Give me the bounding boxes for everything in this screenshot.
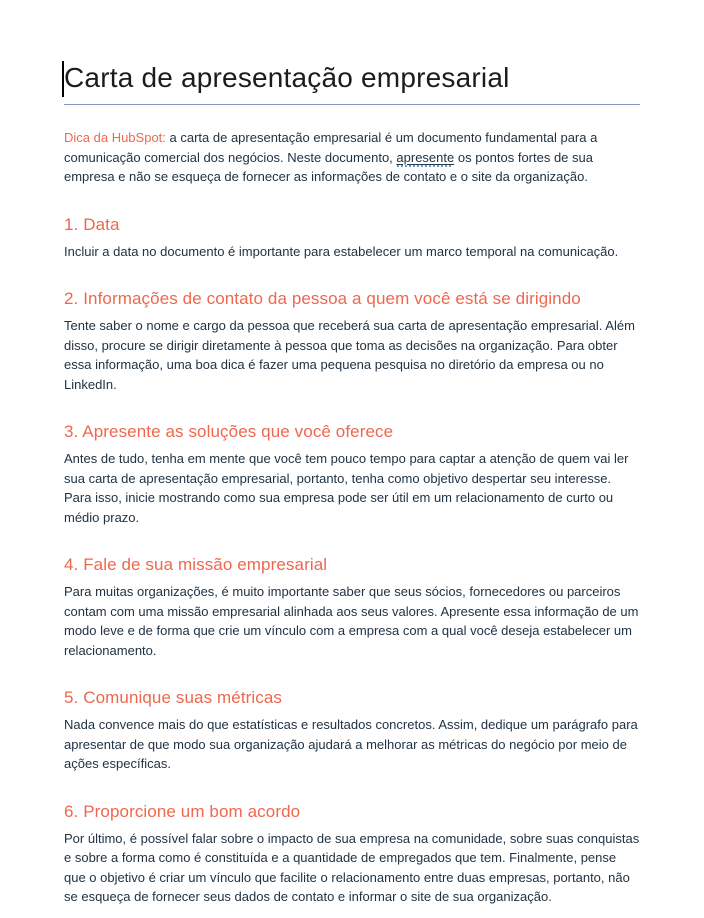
spelling-suggestion-word[interactable]: apresente — [396, 149, 455, 165]
intro-text-after: os pontos fortes de sua empresa e não se esqueça de fornecer as informações de contato e o site da organização. — [64, 149, 593, 184]
document-title[interactable]: Carta de apresentação empresarial — [64, 62, 510, 93]
section-body[interactable]: Nada convence mais do que estatísticas e resultados concretos. Assim, dedique um parágrafo para apresentar de que modo sua organização ajudará a melhorar as métricas do negócio por meio de ações específicas. — [64, 717, 638, 771]
section-heading[interactable]: 4. Fale de sua missão empresarial — [64, 555, 328, 574]
section-heading[interactable]: 2. Informações de contato da pessoa a quem você está se dirigindo — [64, 289, 581, 308]
intro-text-before: a carta de apresentação empresarial é um documento fundamental para a comunicação comercial dos negócios. Neste documento, — [64, 130, 598, 165]
section-contact-info — [64, 284, 640, 394]
text-cursor — [62, 61, 64, 97]
hubspot-tip-label: Dica da HubSpot: — [64, 130, 166, 145]
section-body[interactable]: Tente saber o nome e cargo da pessoa que receberá sua carta de apresentação empresarial. Além disso, procure se dirigir diretamente à pessoa que toma as decisões na organização. Para obter essa informação, uma boa dica é fazer uma pequena pesquisa no diretório da empresa ou no LinkedIn. — [64, 318, 635, 392]
title-block — [64, 60, 640, 105]
section-heading[interactable]: 5. Comunique suas métricas — [64, 688, 283, 707]
section-mission — [64, 550, 640, 660]
section-good-deal — [64, 797, 640, 907]
section-metrics — [64, 683, 640, 774]
section-body[interactable]: Incluir a data no documento é importante para estabelecer um marco temporal na comunicação. — [64, 243, 619, 259]
section-heading[interactable]: 6. Proporcione um bom acordo — [64, 801, 301, 821]
intro-paragraph[interactable] — [64, 128, 640, 187]
section-data — [64, 210, 640, 262]
section-body[interactable]: Antes de tudo, tenha em mente que você tem pouco tempo para captar a atenção de quem vai ler sua carta de apresentação empresarial, portanto, tenha como objetivo despertar seu interesse. Para isso, inicie mostrando como sua empresa pode ser útil em um relacionamento de curto ou médio prazo. — [64, 451, 629, 525]
section-body[interactable]: Para muitas organizações, é muito importante saber que seus sócios, fornecedores ou parceiros contam com uma missão empresarial alinhada aos seus valores. Apresente essa informação de um modo leve e de forma que crie um vínculo com a empresa com a qual você deseja estabelecer um relacionamento. — [64, 584, 639, 658]
section-heading[interactable]: 3. Apresente as soluções que você oferece — [64, 422, 394, 441]
section-body[interactable]: Por último, é possível falar sobre o impacto de sua empresa na comunidade, sobre suas conquistas e sobre a forma como é constituída e a quantidade de empregados que tem. Finalmente, pense que o objetivo é criar um vínculo que facilite o relacionamento entre duas empresas, portanto, não se esqueça de fornecer seus dados de contato e informar o site de sua organização. — [64, 830, 640, 904]
section-heading[interactable]: 1. Data — [64, 214, 120, 234]
section-solutions — [64, 417, 640, 527]
